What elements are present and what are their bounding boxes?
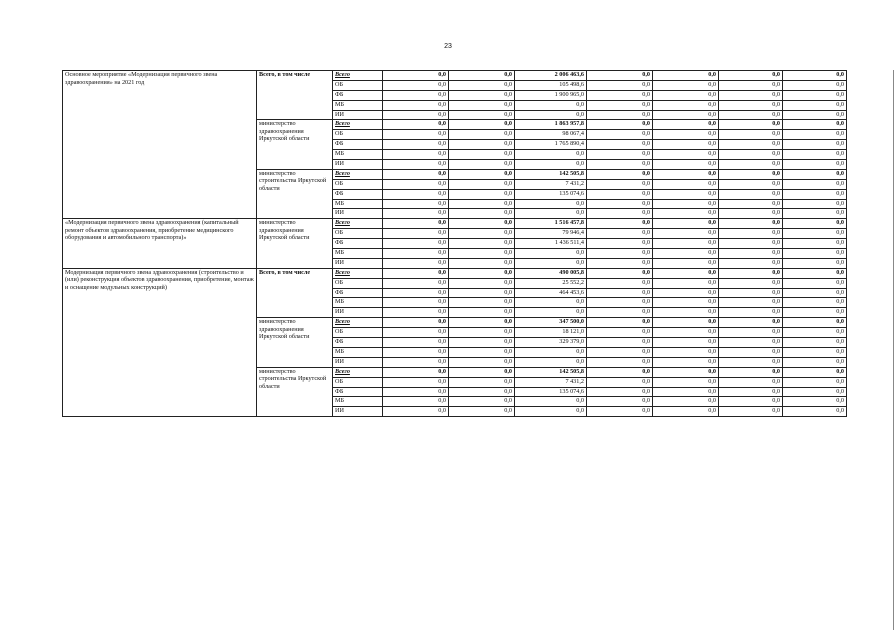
amount-cell: 0,0 bbox=[719, 90, 783, 100]
amount-cell: 0,0 bbox=[783, 288, 847, 298]
amount-cell: 0,0 bbox=[383, 179, 449, 189]
amount-cell: 0,0 bbox=[783, 239, 847, 249]
amount-cell: 105 498,6 bbox=[515, 80, 587, 90]
amount-cell: 0,0 bbox=[783, 328, 847, 338]
executor-name: министерство строительства Иркутской области bbox=[257, 367, 333, 416]
funding-source: ФБ bbox=[333, 140, 383, 150]
amount-cell: 0,0 bbox=[653, 258, 719, 268]
funding-source: ФБ bbox=[333, 90, 383, 100]
amount-cell: 0,0 bbox=[783, 338, 847, 348]
amount-cell: 0,0 bbox=[653, 80, 719, 90]
amount-cell: 0,0 bbox=[719, 71, 783, 81]
amount-cell: 0,0 bbox=[449, 298, 515, 308]
amount-cell: 0,0 bbox=[515, 110, 587, 120]
funding-source: ИИ bbox=[333, 308, 383, 318]
amount-cell: 0,0 bbox=[653, 229, 719, 239]
funding-source: ИИ bbox=[333, 357, 383, 367]
amount-cell: 0,0 bbox=[515, 397, 587, 407]
amount-cell: 0,0 bbox=[383, 169, 449, 179]
amount-cell: 0,0 bbox=[383, 239, 449, 249]
amount-cell: 0,0 bbox=[783, 278, 847, 288]
funding-source: Всего bbox=[333, 367, 383, 377]
funding-source: ИИ bbox=[333, 407, 383, 417]
amount-cell: 0,0 bbox=[653, 357, 719, 367]
executor-name: Всего, в том числе bbox=[257, 71, 333, 120]
amount-cell: 0,0 bbox=[719, 140, 783, 150]
amount-cell: 0,0 bbox=[449, 71, 515, 81]
amount-cell: 0,0 bbox=[783, 110, 847, 120]
amount-cell: 0,0 bbox=[449, 130, 515, 140]
amount-cell: 0,0 bbox=[653, 387, 719, 397]
amount-cell: 0,0 bbox=[783, 120, 847, 130]
funding-source: ФБ bbox=[333, 387, 383, 397]
amount-cell: 0,0 bbox=[653, 239, 719, 249]
amount-cell: 0,0 bbox=[587, 71, 653, 81]
amount-cell: 0,0 bbox=[449, 239, 515, 249]
amount-cell: 0,0 bbox=[783, 209, 847, 219]
funding-source: МБ bbox=[333, 298, 383, 308]
amount-cell: 0,0 bbox=[587, 357, 653, 367]
amount-cell: 0,0 bbox=[383, 90, 449, 100]
amount-cell: 0,0 bbox=[383, 318, 449, 328]
executor-name: министерство здравоохранения Иркутской области bbox=[257, 120, 333, 169]
amount-cell: 0,0 bbox=[383, 219, 449, 229]
funding-source: Всего bbox=[333, 268, 383, 278]
amount-cell: 0,0 bbox=[653, 130, 719, 140]
amount-cell: 0,0 bbox=[653, 347, 719, 357]
funding-source: ИИ bbox=[333, 160, 383, 170]
amount-cell: 0,0 bbox=[653, 71, 719, 81]
amount-cell: 0,0 bbox=[587, 377, 653, 387]
amount-cell: 1 765 890,4 bbox=[515, 140, 587, 150]
amount-cell: 0,0 bbox=[653, 100, 719, 110]
amount-cell: 0,0 bbox=[515, 308, 587, 318]
funding-source: ФБ bbox=[333, 189, 383, 199]
amount-cell: 0,0 bbox=[383, 407, 449, 417]
amount-cell: 0,0 bbox=[719, 179, 783, 189]
amount-cell: 0,0 bbox=[719, 347, 783, 357]
amount-cell: 0,0 bbox=[449, 209, 515, 219]
funding-source: ФБ bbox=[333, 288, 383, 298]
amount-cell: 0,0 bbox=[449, 268, 515, 278]
amount-cell: 0,0 bbox=[719, 169, 783, 179]
amount-cell: 18 121,0 bbox=[515, 328, 587, 338]
amount-cell: 0,0 bbox=[653, 328, 719, 338]
funding-source: МБ bbox=[333, 347, 383, 357]
amount-cell: 0,0 bbox=[719, 209, 783, 219]
amount-cell: 0,0 bbox=[383, 347, 449, 357]
funding-source: Всего bbox=[333, 219, 383, 229]
amount-cell: 142 505,8 bbox=[515, 367, 587, 377]
measure-name: «Модернизация первичного звена здравоохранения (капитальный ремонт объектов здравоохранения, приобретение медицинского оборудования и автомобильного транспорта)» bbox=[63, 219, 257, 268]
amount-cell: 0,0 bbox=[719, 298, 783, 308]
amount-cell: 0,0 bbox=[383, 367, 449, 377]
amount-cell: 0,0 bbox=[719, 308, 783, 318]
amount-cell: 0,0 bbox=[383, 328, 449, 338]
amount-cell: 0,0 bbox=[653, 140, 719, 150]
amount-cell: 0,0 bbox=[587, 90, 653, 100]
amount-cell: 0,0 bbox=[587, 219, 653, 229]
amount-cell: 0,0 bbox=[783, 387, 847, 397]
amount-cell: 0,0 bbox=[653, 219, 719, 229]
amount-cell: 0,0 bbox=[515, 347, 587, 357]
amount-cell: 0,0 bbox=[653, 199, 719, 209]
amount-cell: 0,0 bbox=[719, 229, 783, 239]
funding-source: МБ bbox=[333, 150, 383, 160]
amount-cell: 0,0 bbox=[653, 318, 719, 328]
amount-cell: 0,0 bbox=[587, 397, 653, 407]
amount-cell: 0,0 bbox=[587, 160, 653, 170]
amount-cell: 0,0 bbox=[383, 397, 449, 407]
amount-cell: 0,0 bbox=[587, 347, 653, 357]
amount-cell: 0,0 bbox=[449, 278, 515, 288]
amount-cell: 0,0 bbox=[783, 268, 847, 278]
amount-cell: 0,0 bbox=[783, 249, 847, 259]
amount-cell: 0,0 bbox=[587, 209, 653, 219]
amount-cell: 0,0 bbox=[587, 100, 653, 110]
amount-cell: 0,0 bbox=[449, 179, 515, 189]
amount-cell: 135 074,6 bbox=[515, 387, 587, 397]
amount-cell: 0,0 bbox=[449, 169, 515, 179]
amount-cell: 0,0 bbox=[653, 397, 719, 407]
amount-cell: 0,0 bbox=[653, 169, 719, 179]
amount-cell: 0,0 bbox=[515, 199, 587, 209]
amount-cell: 0,0 bbox=[587, 338, 653, 348]
amount-cell: 0,0 bbox=[719, 199, 783, 209]
amount-cell: 0,0 bbox=[719, 397, 783, 407]
table-row bbox=[63, 71, 847, 81]
amount-cell: 0,0 bbox=[587, 130, 653, 140]
amount-cell: 0,0 bbox=[653, 338, 719, 348]
amount-cell: 0,0 bbox=[719, 367, 783, 377]
measure-name: Модернизация первичного звена здравоохранения (строительство и (или) реконструкция объектов здравоохранения, приобретение, монтаж и оснащение модульных конструкций) bbox=[63, 268, 257, 416]
amount-cell: 0,0 bbox=[653, 377, 719, 387]
amount-cell: 0,0 bbox=[783, 90, 847, 100]
amount-cell: 1 863 957,8 bbox=[515, 120, 587, 130]
budget-table bbox=[62, 70, 847, 417]
amount-cell: 0,0 bbox=[719, 288, 783, 298]
executor-name: министерство здравоохранения Иркутской области bbox=[257, 318, 333, 367]
amount-cell: 0,0 bbox=[587, 328, 653, 338]
amount-cell: 0,0 bbox=[449, 377, 515, 387]
amount-cell: 0,0 bbox=[587, 258, 653, 268]
amount-cell: 0,0 bbox=[383, 189, 449, 199]
amount-cell: 0,0 bbox=[783, 199, 847, 209]
amount-cell: 0,0 bbox=[515, 100, 587, 110]
amount-cell: 0,0 bbox=[587, 110, 653, 120]
amount-cell: 0,0 bbox=[719, 120, 783, 130]
amount-cell: 7 431,2 bbox=[515, 377, 587, 387]
funding-source: МБ bbox=[333, 397, 383, 407]
amount-cell: 0,0 bbox=[653, 90, 719, 100]
amount-cell: 0,0 bbox=[653, 189, 719, 199]
executor-name: министерство строительства Иркутской области bbox=[257, 169, 333, 218]
executor-name: Всего, в том числе bbox=[257, 268, 333, 317]
amount-cell: 1 900 965,0 bbox=[515, 90, 587, 100]
amount-cell: 0,0 bbox=[587, 407, 653, 417]
amount-cell: 0,0 bbox=[587, 278, 653, 288]
amount-cell: 0,0 bbox=[515, 258, 587, 268]
amount-cell: 329 379,0 bbox=[515, 338, 587, 348]
funding-source: ИИ bbox=[333, 209, 383, 219]
amount-cell: 0,0 bbox=[587, 80, 653, 90]
amount-cell: 0,0 bbox=[449, 100, 515, 110]
amount-cell: 0,0 bbox=[783, 397, 847, 407]
amount-cell: 0,0 bbox=[449, 160, 515, 170]
amount-cell: 0,0 bbox=[383, 209, 449, 219]
amount-cell: 0,0 bbox=[383, 140, 449, 150]
amount-cell: 0,0 bbox=[449, 397, 515, 407]
amount-cell: 0,0 bbox=[783, 169, 847, 179]
amount-cell: 0,0 bbox=[449, 80, 515, 90]
funding-source: ОБ bbox=[333, 278, 383, 288]
amount-cell: 0,0 bbox=[449, 367, 515, 377]
amount-cell: 0,0 bbox=[449, 199, 515, 209]
funding-source: ФБ bbox=[333, 239, 383, 249]
amount-cell: 0,0 bbox=[449, 90, 515, 100]
amount-cell: 0,0 bbox=[515, 150, 587, 160]
amount-cell: 0,0 bbox=[653, 298, 719, 308]
amount-cell: 0,0 bbox=[515, 249, 587, 259]
amount-cell: 1 436 511,4 bbox=[515, 239, 587, 249]
amount-cell: 0,0 bbox=[587, 169, 653, 179]
amount-cell: 0,0 bbox=[719, 130, 783, 140]
amount-cell: 0,0 bbox=[783, 298, 847, 308]
amount-cell: 0,0 bbox=[719, 239, 783, 249]
amount-cell: 0,0 bbox=[449, 318, 515, 328]
amount-cell: 0,0 bbox=[449, 308, 515, 318]
amount-cell: 0,0 bbox=[449, 110, 515, 120]
scan-edge bbox=[893, 70, 894, 630]
amount-cell: 0,0 bbox=[653, 268, 719, 278]
amount-cell: 0,0 bbox=[449, 288, 515, 298]
amount-cell: 0,0 bbox=[587, 140, 653, 150]
amount-cell: 135 074,6 bbox=[515, 189, 587, 199]
amount-cell: 0,0 bbox=[783, 160, 847, 170]
amount-cell: 0,0 bbox=[783, 71, 847, 81]
funding-source: ФБ bbox=[333, 338, 383, 348]
amount-cell: 0,0 bbox=[719, 100, 783, 110]
amount-cell: 0,0 bbox=[653, 249, 719, 259]
amount-cell: 0,0 bbox=[587, 387, 653, 397]
amount-cell: 0,0 bbox=[719, 318, 783, 328]
amount-cell: 2 006 463,6 bbox=[515, 71, 587, 81]
amount-cell: 0,0 bbox=[719, 268, 783, 278]
amount-cell: 0,0 bbox=[449, 338, 515, 348]
amount-cell: 0,0 bbox=[653, 407, 719, 417]
amount-cell: 0,0 bbox=[449, 229, 515, 239]
amount-cell: 0,0 bbox=[383, 268, 449, 278]
amount-cell: 0,0 bbox=[653, 150, 719, 160]
amount-cell: 0,0 bbox=[587, 268, 653, 278]
amount-cell: 0,0 bbox=[783, 130, 847, 140]
amount-cell: 0,0 bbox=[783, 219, 847, 229]
amount-cell: 0,0 bbox=[783, 258, 847, 268]
amount-cell: 0,0 bbox=[383, 100, 449, 110]
amount-cell: 0,0 bbox=[653, 209, 719, 219]
amount-cell: 0,0 bbox=[653, 367, 719, 377]
funding-source: Всего bbox=[333, 71, 383, 81]
amount-cell: 98 067,4 bbox=[515, 130, 587, 140]
funding-source: ОБ bbox=[333, 179, 383, 189]
amount-cell: 0,0 bbox=[719, 249, 783, 259]
amount-cell: 0,0 bbox=[719, 258, 783, 268]
measure-name: Основное мероприятие «Модернизация первичного звена здравоохранения» на 2021 год bbox=[63, 71, 257, 219]
amount-cell: 0,0 bbox=[719, 387, 783, 397]
amount-cell: 0,0 bbox=[719, 278, 783, 288]
amount-cell: 0,0 bbox=[383, 120, 449, 130]
amount-cell: 0,0 bbox=[719, 80, 783, 90]
amount-cell: 0,0 bbox=[653, 288, 719, 298]
amount-cell: 0,0 bbox=[383, 199, 449, 209]
amount-cell: 0,0 bbox=[449, 407, 515, 417]
amount-cell: 0,0 bbox=[653, 278, 719, 288]
amount-cell: 464 453,6 bbox=[515, 288, 587, 298]
amount-cell: 0,0 bbox=[719, 189, 783, 199]
amount-cell: 0,0 bbox=[383, 338, 449, 348]
funding-source: Всего bbox=[333, 318, 383, 328]
amount-cell: 0,0 bbox=[653, 308, 719, 318]
amount-cell: 0,0 bbox=[383, 130, 449, 140]
amount-cell: 0,0 bbox=[449, 189, 515, 199]
amount-cell: 0,0 bbox=[587, 120, 653, 130]
funding-source: МБ bbox=[333, 249, 383, 259]
amount-cell: 0,0 bbox=[587, 288, 653, 298]
amount-cell: 0,0 bbox=[587, 150, 653, 160]
amount-cell: 0,0 bbox=[449, 219, 515, 229]
amount-cell: 0,0 bbox=[783, 377, 847, 387]
amount-cell: 0,0 bbox=[587, 249, 653, 259]
amount-cell: 0,0 bbox=[719, 377, 783, 387]
amount-cell: 0,0 bbox=[783, 407, 847, 417]
amount-cell: 0,0 bbox=[587, 199, 653, 209]
funding-source: МБ bbox=[333, 100, 383, 110]
amount-cell: 0,0 bbox=[383, 387, 449, 397]
amount-cell: 0,0 bbox=[783, 189, 847, 199]
amount-cell: 0,0 bbox=[783, 80, 847, 90]
amount-cell: 0,0 bbox=[783, 318, 847, 328]
funding-source: ОБ bbox=[333, 80, 383, 90]
amount-cell: 0,0 bbox=[449, 347, 515, 357]
amount-cell: 0,0 bbox=[653, 179, 719, 189]
amount-cell: 0,0 bbox=[653, 110, 719, 120]
amount-cell: 0,0 bbox=[515, 357, 587, 367]
amount-cell: 0,0 bbox=[587, 189, 653, 199]
amount-cell: 0,0 bbox=[383, 229, 449, 239]
amount-cell: 0,0 bbox=[383, 298, 449, 308]
amount-cell: 0,0 bbox=[783, 179, 847, 189]
amount-cell: 0,0 bbox=[449, 150, 515, 160]
amount-cell: 0,0 bbox=[783, 357, 847, 367]
funding-source: Всего bbox=[333, 120, 383, 130]
amount-cell: 0,0 bbox=[587, 318, 653, 328]
amount-cell: 0,0 bbox=[449, 249, 515, 259]
amount-cell: 347 500,0 bbox=[515, 318, 587, 328]
amount-cell: 0,0 bbox=[783, 150, 847, 160]
amount-cell: 0,0 bbox=[783, 229, 847, 239]
amount-cell: 0,0 bbox=[783, 367, 847, 377]
amount-cell: 0,0 bbox=[449, 387, 515, 397]
amount-cell: 0,0 bbox=[719, 219, 783, 229]
amount-cell: 0,0 bbox=[383, 110, 449, 120]
amount-cell: 0,0 bbox=[383, 377, 449, 387]
amount-cell: 0,0 bbox=[449, 120, 515, 130]
amount-cell: 0,0 bbox=[383, 288, 449, 298]
amount-cell: 0,0 bbox=[587, 179, 653, 189]
amount-cell: 0,0 bbox=[383, 258, 449, 268]
amount-cell: 0,0 bbox=[653, 120, 719, 130]
executor-name: министерство здравоохранения Иркутской области bbox=[257, 219, 333, 268]
amount-cell: 0,0 bbox=[449, 328, 515, 338]
amount-cell: 0,0 bbox=[383, 80, 449, 90]
amount-cell: 0,0 bbox=[515, 407, 587, 417]
table-row bbox=[63, 219, 847, 229]
amount-cell: 0,0 bbox=[719, 407, 783, 417]
amount-cell: 79 946,4 bbox=[515, 229, 587, 239]
amount-cell: 0,0 bbox=[719, 357, 783, 367]
amount-cell: 0,0 bbox=[449, 258, 515, 268]
amount-cell: 1 516 457,8 bbox=[515, 219, 587, 229]
page-number: 23 bbox=[444, 43, 452, 50]
funding-source: ИИ bbox=[333, 110, 383, 120]
funding-source: ИИ bbox=[333, 258, 383, 268]
amount-cell: 0,0 bbox=[587, 298, 653, 308]
amount-cell: 0,0 bbox=[783, 308, 847, 318]
amount-cell: 0,0 bbox=[383, 308, 449, 318]
amount-cell: 0,0 bbox=[719, 150, 783, 160]
amount-cell: 490 005,8 bbox=[515, 268, 587, 278]
amount-cell: 0,0 bbox=[587, 229, 653, 239]
amount-cell: 0,0 bbox=[383, 71, 449, 81]
amount-cell: 0,0 bbox=[783, 100, 847, 110]
amount-cell: 0,0 bbox=[783, 347, 847, 357]
amount-cell: 0,0 bbox=[783, 140, 847, 150]
table-row bbox=[63, 268, 847, 278]
amount-cell: 25 552,2 bbox=[515, 278, 587, 288]
funding-source: Всего bbox=[333, 169, 383, 179]
amount-cell: 0,0 bbox=[587, 308, 653, 318]
amount-cell: 0,0 bbox=[515, 298, 587, 308]
amount-cell: 0,0 bbox=[383, 150, 449, 160]
funding-source: ОБ bbox=[333, 328, 383, 338]
amount-cell: 0,0 bbox=[383, 249, 449, 259]
funding-source: ОБ bbox=[333, 229, 383, 239]
amount-cell: 0,0 bbox=[587, 239, 653, 249]
amount-cell: 0,0 bbox=[383, 278, 449, 288]
amount-cell: 0,0 bbox=[515, 209, 587, 219]
amount-cell: 0,0 bbox=[719, 328, 783, 338]
amount-cell: 0,0 bbox=[383, 160, 449, 170]
amount-cell: 0,0 bbox=[449, 357, 515, 367]
funding-source: МБ bbox=[333, 199, 383, 209]
funding-source: ОБ bbox=[333, 377, 383, 387]
amount-cell: 7 431,2 bbox=[515, 179, 587, 189]
amount-cell: 0,0 bbox=[383, 357, 449, 367]
amount-cell: 0,0 bbox=[719, 110, 783, 120]
amount-cell: 0,0 bbox=[653, 160, 719, 170]
amount-cell: 0,0 bbox=[719, 338, 783, 348]
amount-cell: 142 505,8 bbox=[515, 169, 587, 179]
amount-cell: 0,0 bbox=[449, 140, 515, 150]
amount-cell: 0,0 bbox=[515, 160, 587, 170]
amount-cell: 0,0 bbox=[587, 367, 653, 377]
funding-source: ОБ bbox=[333, 130, 383, 140]
amount-cell: 0,0 bbox=[719, 160, 783, 170]
